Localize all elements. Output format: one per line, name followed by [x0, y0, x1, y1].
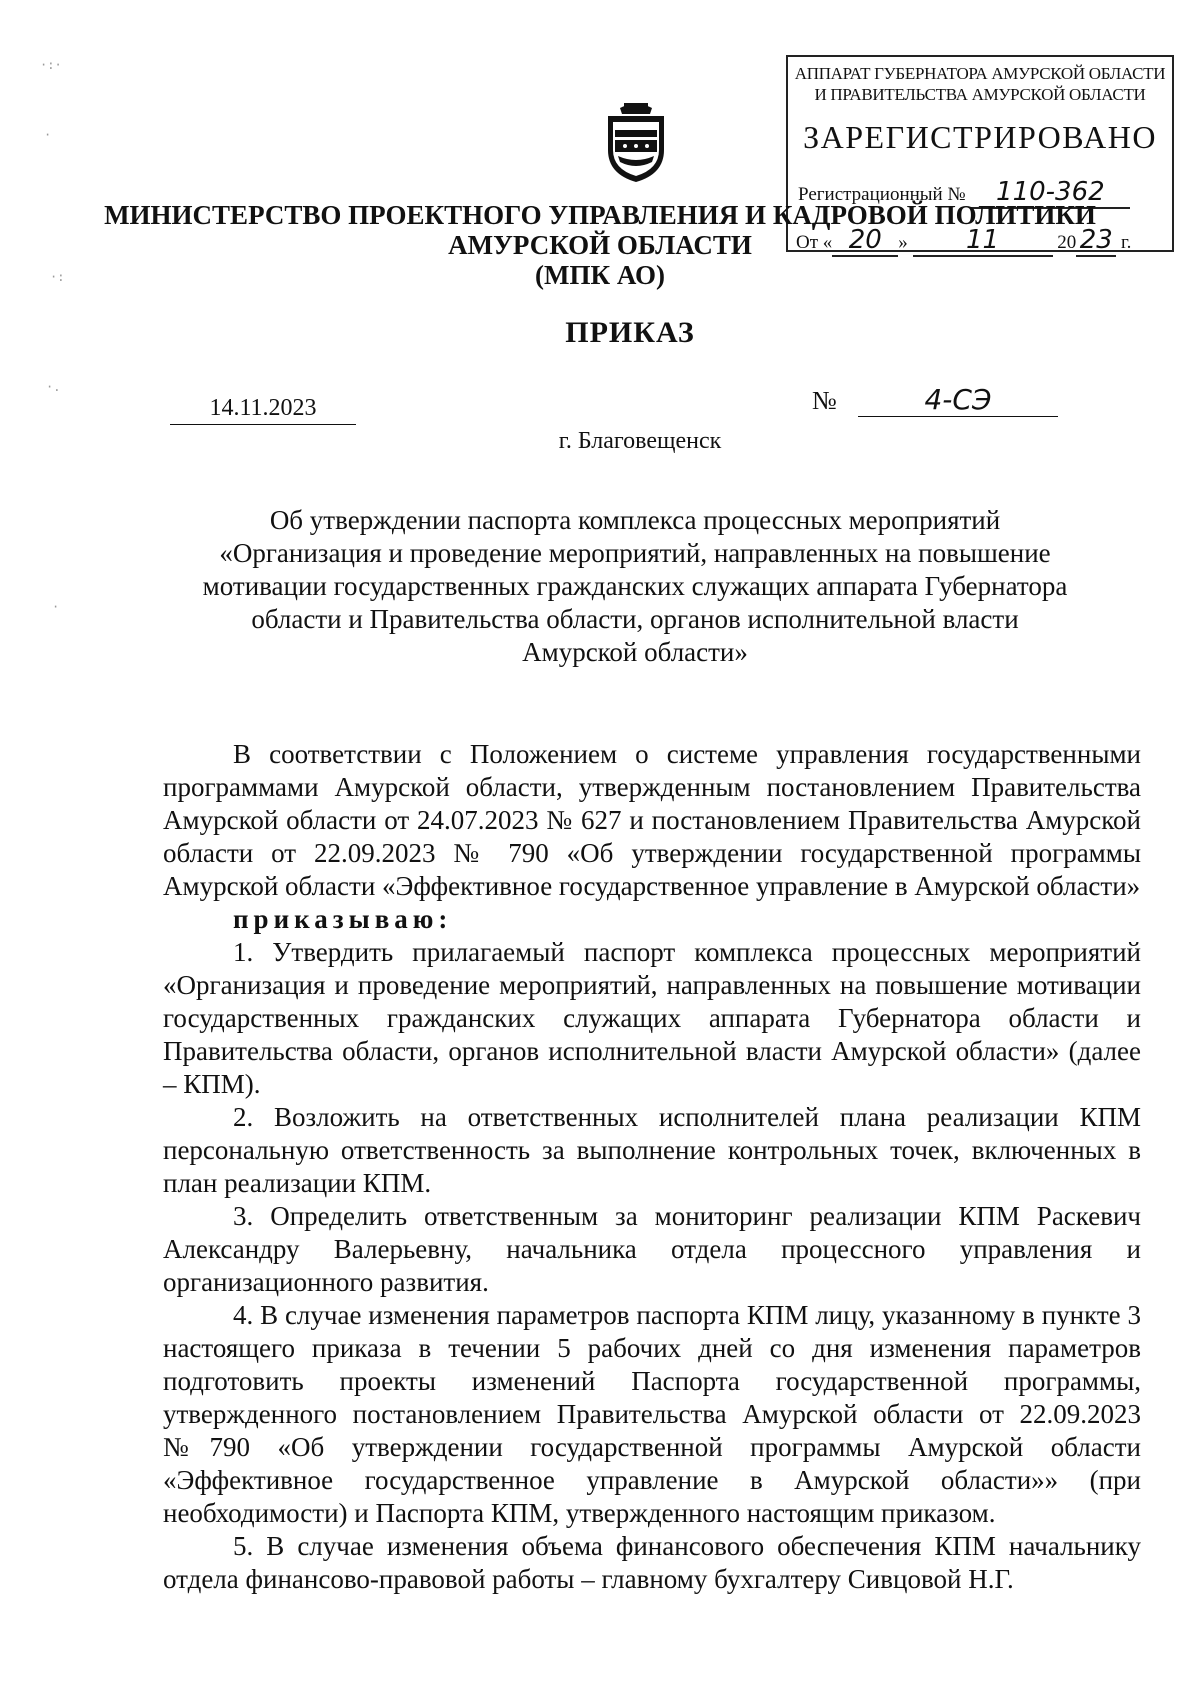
- document-city: г. Благовещенск: [558, 428, 722, 454]
- stamp-organization: [788, 63, 1172, 105]
- subject-line: мотивации государственных гражданских служащих аппарата Губернатора: [202, 571, 1068, 601]
- ministry-name-line1: МИНИСТЕРСТВО ПРОЕКТНОГО УПРАВЛЕНИЯ И КАДРОВОЙ ПОЛИТИКИ: [104, 200, 1096, 230]
- stamp-year-suffix: 23: [1076, 225, 1116, 257]
- number-label: №: [812, 386, 837, 415]
- stamp-reg-label: Регистрационный №: [798, 184, 966, 205]
- document-body: [163, 738, 1141, 1596]
- stamp-year-prefix: 20: [1057, 232, 1077, 253]
- stamp-day: 20: [832, 225, 898, 257]
- subject-line: Амурской области»: [522, 637, 748, 667]
- stamp-org-line2: И ПРАВИТЕЛЬСТВА АМУРСКОЙ ОБЛАСТИ: [814, 85, 1146, 104]
- stamp-reg-number: 110-362: [970, 177, 1130, 209]
- order-word: приказываю:: [233, 904, 453, 934]
- document-date: 14.11.2023: [170, 395, 356, 425]
- ministry-abbreviation: (МПК АО): [535, 260, 665, 290]
- scan-noise: ·:·: [40, 58, 62, 72]
- order-item: 2. Возложить на ответственных исполнителей плана реализации КПМ персональную ответственность за выполнение контрольных точек, включенных в план реализации КПМ.: [163, 1102, 1141, 1198]
- order-item: 4. В случае изменения параметров паспорта КПМ лицу, указанному в пункте 3 настоящего приказа в течении 5 рабочих дней со дня изменения параметров подготовить проекты изменений Паспорта государственной программы, утвержденного постановлением Правительства Амурской области от 22.09.2023 №790 «Об утверждении государственной программы Амурской области «Эффективное государственное управление в Амурской области»» (при необходимости) и Паспорта КПМ, утвержденного настоящим приказом.: [163, 1300, 1141, 1528]
- order-item: 5. В случае изменения объема финансового обеспечения КПМ начальнику отдела финансово-правовой работы – главному бухгалтеру Сивцовой Н.Г.: [163, 1531, 1141, 1594]
- stamp-month: 11: [913, 225, 1053, 257]
- order-item: 3. Определить ответственным за мониторинг реализации КПМ Раскевич Александру Валерьевну, начальника отдела процессного управления и организационного развития.: [163, 1201, 1141, 1297]
- stamp-org-line1: АППАРАТ ГУБЕРНАТОРА АМУРСКОЙ ОБЛАСТИ: [794, 64, 1166, 83]
- document-type: ПРИКАЗ: [565, 316, 695, 349]
- scan-noise: ·: [44, 128, 52, 142]
- stamp-day-close: »: [898, 232, 908, 253]
- scan-noise: ·: [52, 600, 60, 614]
- coat-of-arms-icon: [600, 100, 672, 184]
- stamp-year-end: г.: [1121, 232, 1132, 253]
- document-subject: [150, 504, 1120, 669]
- subject-line: Об утверждении паспорта комплекса процессных мероприятий: [269, 505, 1001, 535]
- scan-noise: ·:: [50, 270, 65, 284]
- preamble-paragraph: В соответствии с Положением о системе управления государственными программами Амурской области, утвержденным постановлением Правительства Амурской области от 24.07.2023 № 627 и постановлением Правительства Амурской области от 22.09.2023 № 790 «Об утверждении государственной программы Амурской области «Эффективное государственное управление в Амурской области»: [163, 739, 1141, 901]
- order-item: 1. Утвердить прилагаемый паспорт комплекса процессных мероприятий «Организация и проведение мероприятий, направленных на повышение мотивации государственных гражданских служащих аппарата Губернатора области и Правительства области, органов исполнительной власти Амурской области» (далее – КПМ).: [163, 937, 1141, 1099]
- scan-noise: ·.: [46, 380, 61, 394]
- document-number: 4-СЭ: [858, 383, 1058, 417]
- stamp-title: ЗАРЕГИСТРИРОВАНО: [803, 119, 1157, 155]
- ministry-header: [40, 200, 1160, 290]
- subject-line: области и Правительства области, органов исполнительной власти: [251, 604, 1019, 634]
- stamp-date-prefix: От «: [796, 232, 833, 253]
- subject-line: «Организация и проведение мероприятий, направленных на повышение: [219, 538, 1051, 568]
- ministry-name-line2: АМУРСКОЙ ОБЛАСТИ: [448, 230, 752, 260]
